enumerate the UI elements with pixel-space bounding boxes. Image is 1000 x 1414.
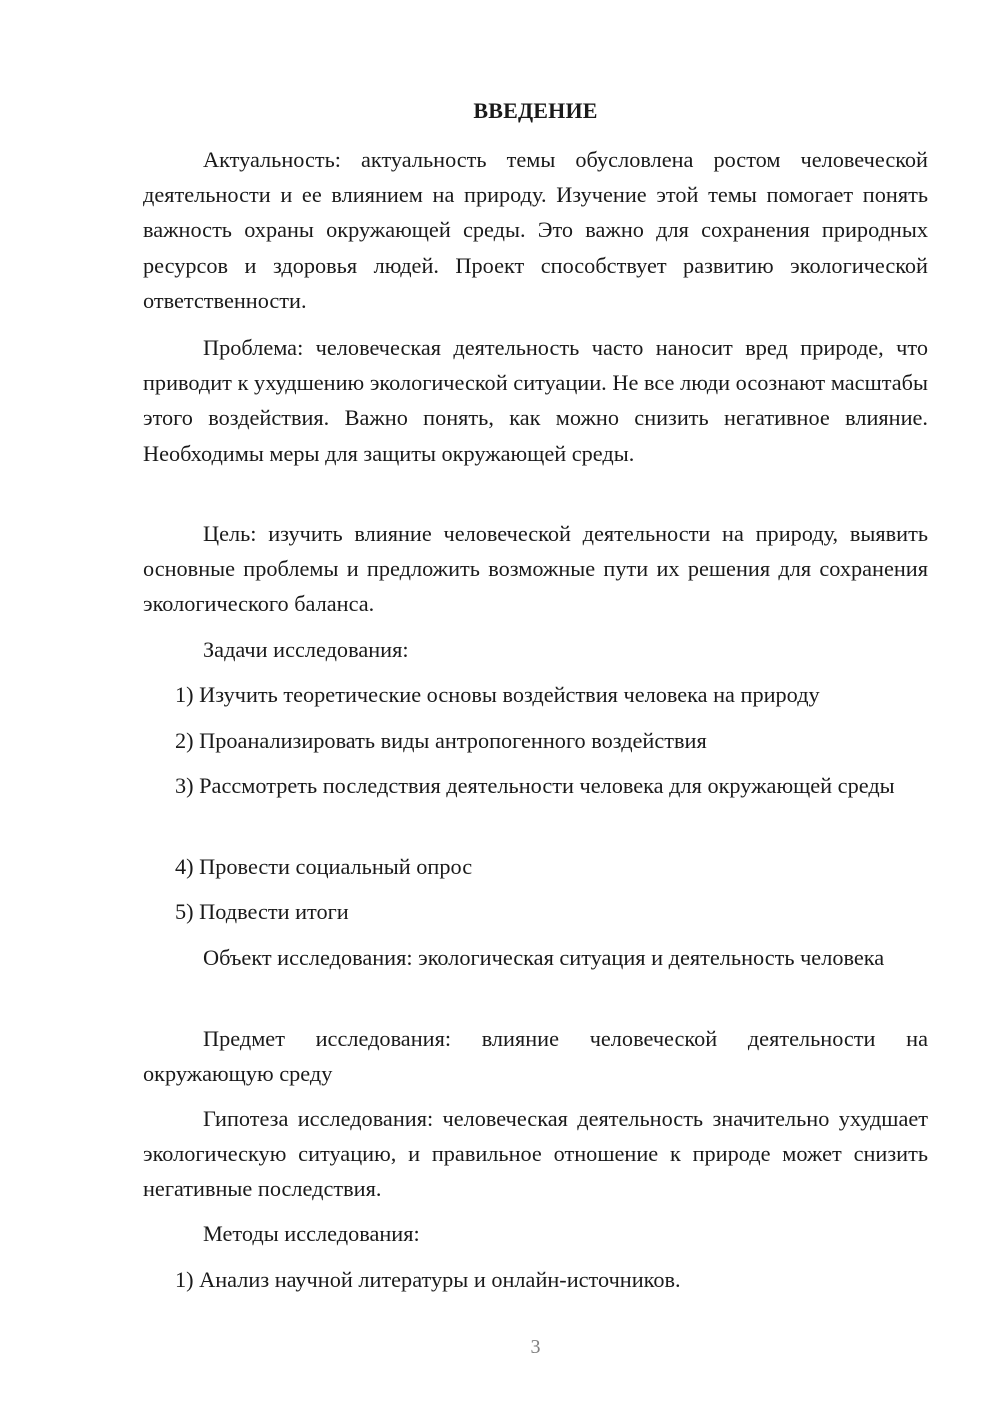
task-item: 3) Рассмотреть последствия деятельности человека для окружающей среды: [175, 773, 895, 798]
subject-paragraph: Предмет исследования: влияние человеческой деятельности на окружающую среду: [143, 1026, 928, 1087]
method-item: 1) Анализ научной литературы и онлайн-источников.: [175, 1267, 681, 1292]
hypothesis-paragraph: Гипотеза исследования: человеческая деятельность значительно ухудшает экологическую ситуацию, и правильное отношение к природе может снизить негативные последствия.: [143, 1106, 928, 1202]
task-item: 5) Подвести итоги: [175, 899, 349, 924]
goal-paragraph: Цель: изучить влияние человеческой деятельности на природу, выявить основные проблемы и предложить возможные пути их решения для сохранения экологического баланса.: [143, 521, 928, 617]
page-number: 3: [530, 1336, 541, 1358]
relevance-paragraph: Актуальность: актуальность темы обусловлена ростом человеческой деятельности и ее влиянием на природу. Изучение этой темы помогает понять важность охраны окружающей среды. Это важно для сохранения природных ресурсов и здоровья людей. Проект способствует развитию экологической ответственности.: [143, 147, 928, 313]
task-item: 1) Изучить теоретические основы воздействия человека на природу: [175, 682, 820, 707]
object-paragraph: Объект исследования: экологическая ситуация и деятельность человека: [203, 945, 885, 970]
section-title: ВВЕДЕНИЕ: [473, 98, 598, 123]
problem-paragraph: Проблема: человеческая деятельность часто наносит вред природе, что приводит к ухудшению экологической ситуации. Не все люди осознают масштабы этого воздействия. Важно понять, как можно снизить негативное влияние. Необходимы меры для защиты окружающей среды.: [143, 335, 928, 466]
task-item: 4) Провести социальный опрос: [175, 854, 473, 879]
document-page: [143, 0, 928, 1414]
task-item: 2) Проанализировать виды антропогенного воздействия: [175, 728, 707, 753]
methods-heading: Методы исследования:: [203, 1221, 420, 1246]
tasks-heading: Задачи исследования:: [203, 637, 409, 662]
